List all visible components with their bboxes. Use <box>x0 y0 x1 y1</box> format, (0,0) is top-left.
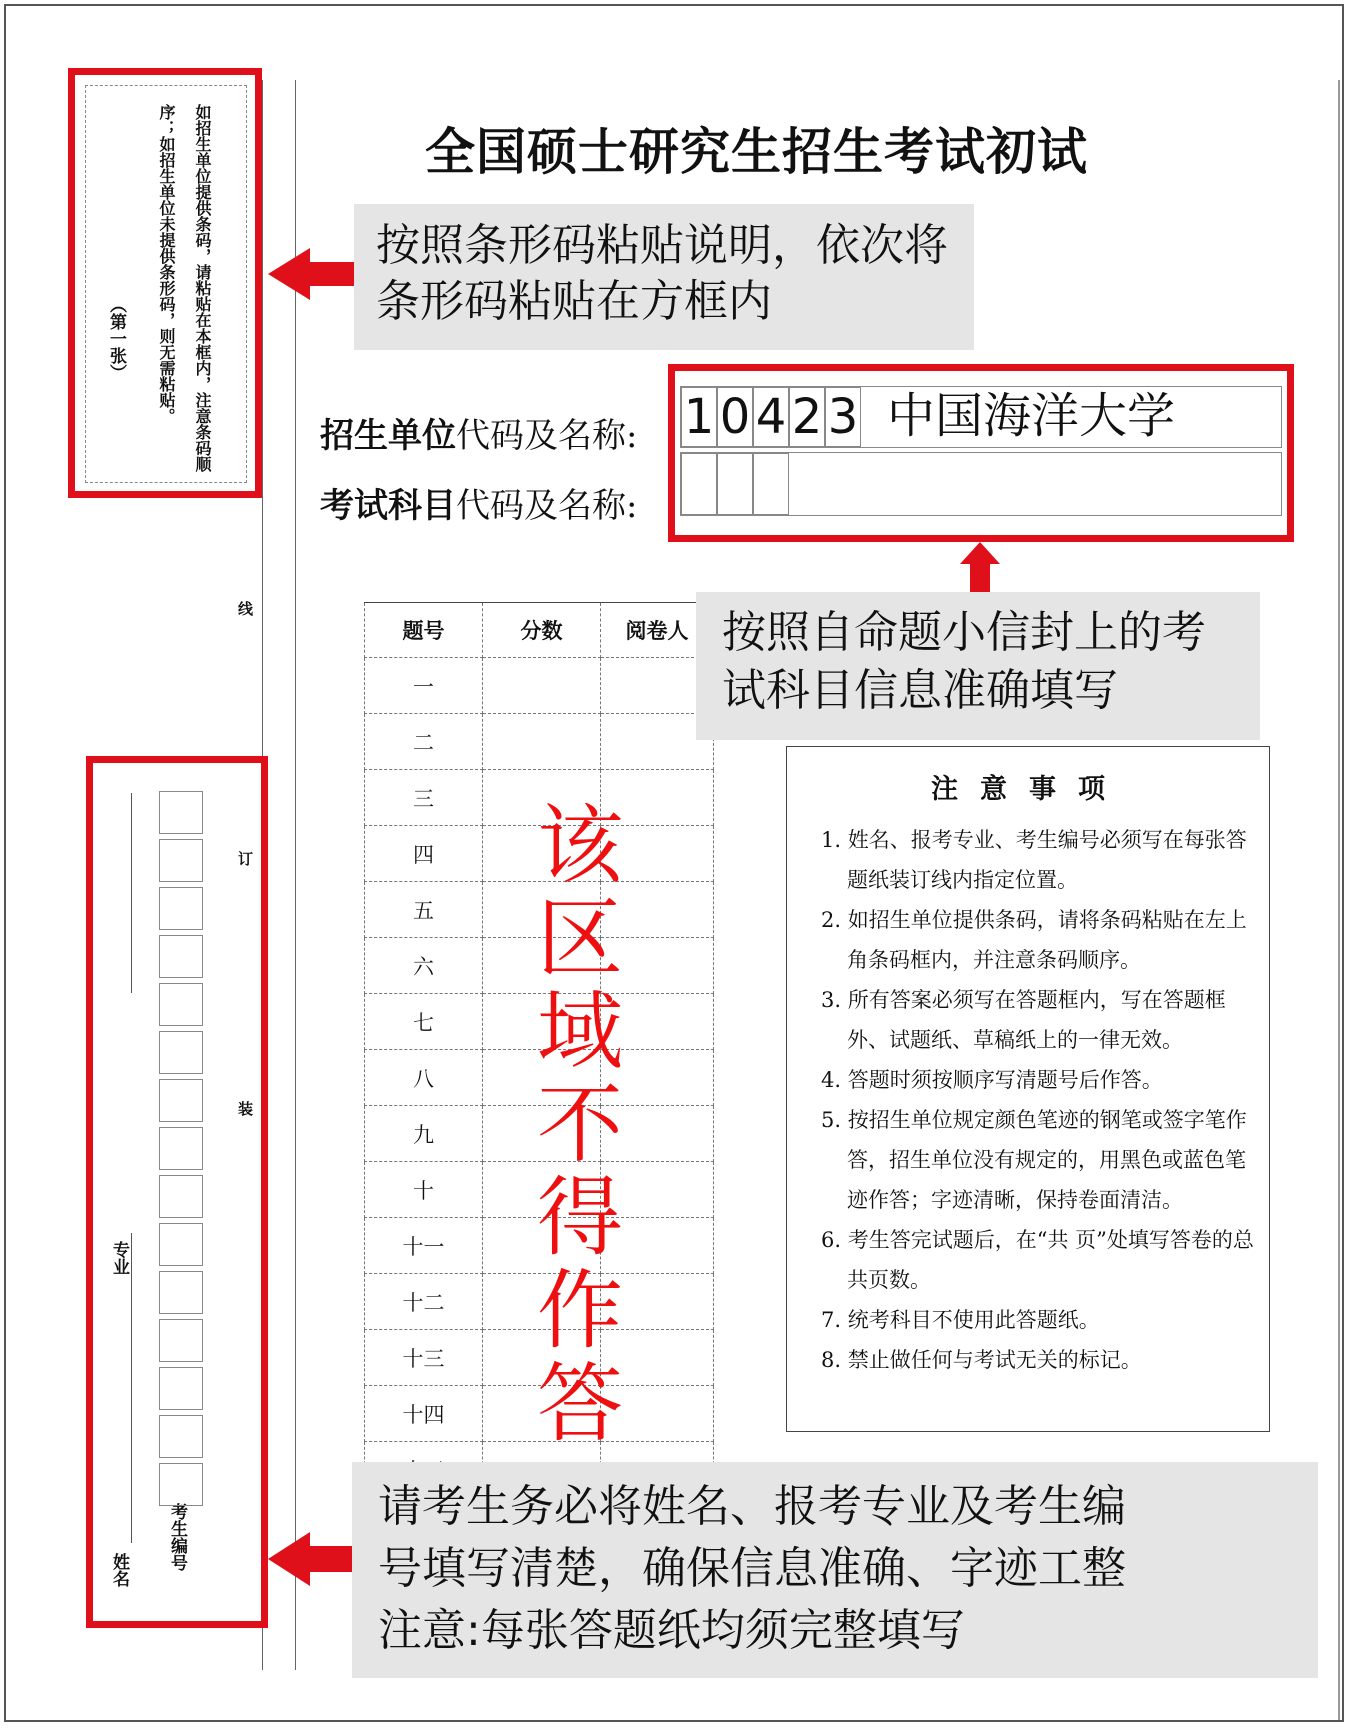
candidate-arrow-shaft <box>310 1546 352 1572</box>
subject-arrow-head <box>960 542 1000 564</box>
unit-code-digit: 0 <box>717 387 753 447</box>
exam-no-cell[interactable] <box>159 1031 203 1074</box>
exam-no-label: 考生编号 <box>167 1503 187 1571</box>
subject-code-cell[interactable] <box>753 453 789 515</box>
warning-char: 作 <box>537 1261 623 1361</box>
subject-code-row[interactable] <box>680 452 1282 516</box>
warning-char: 答 <box>537 1354 623 1454</box>
barcode-box[interactable] <box>68 68 262 498</box>
exam-no-cell[interactable] <box>159 1127 203 1170</box>
candidate-callout-line: 请考生务必将姓名、报考专业及考生编 <box>378 1481 1126 1532</box>
question-no: 二 <box>365 714 483 770</box>
question-no: 八 <box>365 1050 483 1106</box>
notice-box <box>786 746 1270 1432</box>
exam-no-cell[interactable] <box>159 1319 203 1362</box>
binding-mark-ding: 订 <box>238 850 254 868</box>
barcode-callout-text: 按照条形码粘贴说明，依次将条形码粘贴在方框内 <box>376 220 948 327</box>
barcode-arrow-head <box>268 248 310 300</box>
unit-code-digit: 2 <box>789 387 825 447</box>
question-no: 十四 <box>365 1386 483 1442</box>
exam-no-cell[interactable] <box>159 791 203 834</box>
candidate-callout <box>352 1462 1318 1678</box>
warning-char: 域 <box>537 982 623 1082</box>
subject-callout-text: 按照自命题小信封上的考试科目信息准确填写 <box>722 607 1206 716</box>
unit-code-row[interactable] <box>680 386 1282 448</box>
header-question-no: 题号 <box>365 603 483 658</box>
question-no: 三 <box>365 770 483 826</box>
question-no: 十三 <box>365 1330 483 1386</box>
barcode-arrow-shaft <box>308 262 354 286</box>
subject-label <box>320 478 637 527</box>
subject-arrow-shaft <box>970 562 990 592</box>
notice-item: 4. 答题时须按顺序写清题号后作答。 <box>821 1068 1163 1092</box>
candidate-callout-line: 注意:每张答题纸均须完整填写 <box>378 1605 965 1656</box>
question-no: 四 <box>365 826 483 882</box>
score-table-header <box>365 603 714 658</box>
score-cell[interactable] <box>483 714 601 770</box>
table-row <box>365 658 714 714</box>
question-no: 十 <box>365 1162 483 1218</box>
major-label: 专业 <box>109 1241 129 1275</box>
question-no: 九 <box>365 1106 483 1162</box>
right-edge-line <box>1338 80 1340 1720</box>
candidate-callout-line: 号填写清楚，确保信息准确、字迹工整 <box>378 1543 1126 1594</box>
exam-no-cell[interactable] <box>159 839 203 882</box>
notice-item: 2. 如招生单位提供条码，请将条码粘贴在左上角条码框内，并注意条码顺序。 <box>821 908 1247 972</box>
subject-label-bold: 考试科目 <box>320 486 456 526</box>
exam-no-cell[interactable] <box>159 1271 203 1314</box>
header-score: 分数 <box>483 603 601 658</box>
question-no: 七 <box>365 994 483 1050</box>
question-no: 一 <box>365 658 483 714</box>
unit-label <box>320 408 637 457</box>
subject-code-cell[interactable] <box>681 453 717 515</box>
binding-line-outer <box>295 80 296 1670</box>
barcode-instruction: 如招生单位提供条码，请粘贴在本框内，注意条码顺序；如招生单位未提供条形码，则无需粘贴。 <box>157 104 212 472</box>
barcode-sheet-number: （第一张） <box>106 296 126 381</box>
unit-code-digit: 4 <box>753 387 789 447</box>
notice-item: 5. 按招生单位规定颜色笔迹的钢笔或签字笔作答，招生单位没有规定的，用黑色或蓝色笔迹作答；字迹清晰，保持卷面清洁。 <box>821 1108 1247 1212</box>
exam-no-cell[interactable] <box>159 887 203 930</box>
page-title: 全国硕士研究生招生考试初试 <box>425 122 1088 181</box>
exam-no-cell[interactable] <box>159 1463 203 1506</box>
name-line-upper[interactable] <box>131 793 132 993</box>
notice-list <box>803 820 1255 1380</box>
table-row <box>365 714 714 770</box>
subject-label-rest: 代码及名称: <box>456 486 638 526</box>
notice-item: 3. 所有答案必须写在答题框内，写在答题框外、试题纸、草稿纸上的一律无效。 <box>821 988 1226 1052</box>
score-cell[interactable] <box>483 658 601 714</box>
barcode-callout <box>354 204 974 350</box>
question-no: 十一 <box>365 1218 483 1274</box>
unit-label-bold: 招生单位 <box>320 416 456 456</box>
binding-mark-line: 线 <box>238 600 254 618</box>
warning-char: 该 <box>537 796 623 896</box>
question-no: 十二 <box>365 1274 483 1330</box>
exam-no-cell[interactable] <box>159 1079 203 1122</box>
subject-callout <box>696 592 1260 740</box>
subject-name-cell[interactable] <box>789 453 1281 515</box>
notice-title: 注意事项 <box>931 774 1127 805</box>
unit-code-digit: 3 <box>825 387 861 447</box>
exam-no-cell[interactable] <box>159 983 203 1026</box>
question-no: 六 <box>365 938 483 994</box>
notice-item: 6. 考生答完试题后，在“共 页”处填写答卷的总共页数。 <box>821 1228 1254 1292</box>
notice-item: 1. 姓名、报考专业、考生编号必须写在每张答题纸装订线内指定位置。 <box>821 828 1247 892</box>
unit-label-rest: 代码及名称: <box>456 416 638 456</box>
warning-char: 区 <box>537 889 623 989</box>
subject-code-cell[interactable] <box>717 453 753 515</box>
no-answer-warning <box>530 796 630 1454</box>
exam-no-grid[interactable] <box>159 791 203 1506</box>
exam-no-cell[interactable] <box>159 1223 203 1266</box>
unit-code-digit: 1 <box>681 387 717 447</box>
notice-item: 7. 统考科目不使用此答题纸。 <box>821 1308 1100 1332</box>
exam-no-cell[interactable] <box>159 1175 203 1218</box>
candidate-info-box <box>86 756 268 1628</box>
warning-char: 不 <box>537 1075 623 1175</box>
notice-item: 8. 禁止做任何与考试无关的标记。 <box>821 1348 1142 1372</box>
header-grader: 阅卷人 <box>601 603 714 658</box>
question-no: 五 <box>365 882 483 938</box>
unit-name: 中国海洋大学 <box>887 388 1176 444</box>
exam-no-cell[interactable] <box>159 1367 203 1410</box>
binding-mark-zhuang: 装 <box>238 1100 254 1118</box>
exam-no-cell[interactable] <box>159 935 203 978</box>
exam-no-cell[interactable] <box>159 1415 203 1458</box>
barcode-dashed-area <box>85 85 247 483</box>
name-line[interactable] <box>131 1233 132 1543</box>
candidate-arrow-head <box>268 1532 310 1586</box>
warning-char: 得 <box>537 1168 623 1268</box>
name-label: 姓名 <box>109 1553 129 1587</box>
